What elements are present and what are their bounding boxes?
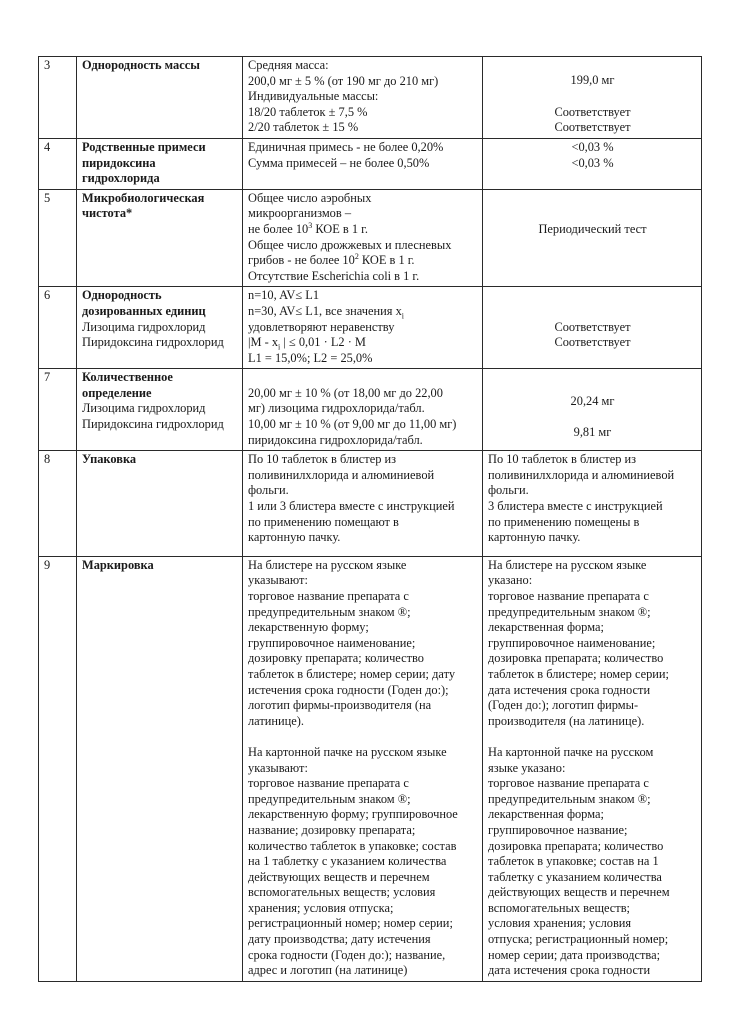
requirement-cell (243, 556, 483, 981)
requirement-line: Средняя масса: (248, 58, 329, 72)
result-line: дозировка препарата; количество (488, 838, 664, 853)
result-line: 3 блистера вместе с инструкцией (488, 499, 663, 514)
requirement-line: картонную пачку. (248, 530, 341, 545)
result-line: действующих веществ и перечнем (488, 885, 670, 900)
result-cell (483, 287, 702, 369)
result-line: Соответствует (554, 335, 631, 350)
requirement-line: указывают: (248, 573, 308, 588)
table-row (39, 369, 702, 451)
requirement-line: таблеток в блистере; номер серии; дату (248, 666, 456, 681)
requirement-line: торговое название препарата с (248, 776, 409, 791)
requirement-cell (243, 369, 483, 451)
parameter-name: пиридоксина (82, 155, 156, 170)
result-line: дозировка препарата; количество (488, 651, 664, 666)
requirement-line: Общее число дрожжевых и плесневых (248, 237, 452, 252)
result-line: Соответствует (554, 104, 631, 119)
requirement-line: на 1 таблетку с указанием количества (248, 854, 447, 869)
requirement-line: название; дозировку препарата; (248, 822, 416, 837)
parameter-cell (77, 189, 243, 287)
result-line: предупредительным знаком ®; (488, 604, 651, 619)
requirement-line: адрес и логотип (на латинице) (248, 963, 408, 978)
requirement-line: логотип фирмы-производителя (на (248, 698, 432, 713)
result-line: <0,03 % (571, 139, 614, 154)
parameter-name: Количественное (82, 370, 173, 385)
result-line: Соответствует (554, 120, 631, 135)
requirement-line: 10,00 мг ± 10 % (от 9,00 мг до 11,00 мг) (248, 417, 457, 432)
result-line: таблеток в упаковке; состав на 1 (488, 854, 659, 869)
result-line: группировочное название; (488, 822, 628, 837)
result-line: картонную пачку. (488, 530, 581, 545)
result-line: торговое название препарата с (488, 589, 649, 603)
requirement-line: 20,00 мг ± 10 % (от 18,00 мг до 22,00 (248, 385, 443, 400)
parameter-name: Однородность массы (82, 58, 200, 72)
parameter-name: дозированных единиц (82, 303, 206, 318)
requirement-line: истечения срока годности (Годен до:); (248, 682, 449, 697)
result-line: отпуска; регистрационный номер; (488, 932, 669, 947)
requirement-cell (243, 451, 483, 557)
parameter-subname: Пиридоксина гидрохлорид (82, 335, 224, 350)
result-line: таблетку с указанием количества (488, 869, 662, 884)
result-line: лекарственная форма; (488, 807, 604, 822)
requirement-line: На блистере на русском языке (248, 557, 407, 572)
requirement-line: Отсутствие Escherichia coli в 1 г. (248, 268, 420, 283)
row-number: 7 (39, 369, 77, 451)
requirement-line: 1 или 3 блистера вместе с инструкцией (248, 499, 455, 514)
result-line: дата истечения срока годности (488, 682, 651, 697)
result-line: дата истечения срока годности (488, 963, 651, 978)
parameter-cell (77, 451, 243, 557)
parameter-name: гидрохлорида (82, 171, 160, 186)
requirement-line: лекарственную форму; (248, 620, 369, 635)
requirement-line: По 10 таблеток в блистер из (248, 452, 397, 467)
requirement-line: Сумма примесей – не более 0,50% (248, 155, 430, 170)
requirement-line: дозировку препарата; количество (248, 651, 424, 666)
result-line: группировочное наименование; (488, 635, 656, 650)
result-line: языке указано: (488, 760, 566, 775)
requirement-line: Единичная примесь - не более 0,20% (248, 139, 444, 154)
result-line: таблеток в блистере; номер серии; (488, 666, 669, 681)
parameter-cell (77, 57, 243, 139)
requirement-line: дату производства; дату истечения (248, 932, 431, 947)
result-line: На картонной пачке на русском (488, 744, 654, 759)
parameter-cell (77, 556, 243, 981)
requirement-cell (243, 287, 483, 369)
requirement-line: срока годности (Годен до:); название, (248, 947, 446, 962)
requirement-line: 18/20 таблеток ± 7,5 % (248, 104, 368, 119)
result-line: условия хранения; условия (488, 916, 632, 931)
table-row (39, 57, 702, 139)
parameter-name: Однородность (82, 288, 162, 303)
parameter-name: Микробиологическая (82, 190, 205, 205)
requirement-line: микроорганизмов – (248, 206, 352, 221)
requirement-line: регистрационный номер; номер серии; (248, 916, 453, 931)
table-row (39, 556, 702, 981)
result-line: Периодический тест (538, 221, 647, 236)
result-line: 9,81 мг (573, 425, 612, 440)
result-line: торговое название препарата с (488, 776, 649, 791)
requirement-line: На картонной пачке на русском языке (248, 744, 447, 759)
result-cell (483, 451, 702, 557)
parameter-name: определение (82, 385, 152, 400)
requirement-line: пиридоксина гидрохлорида/табл. (248, 432, 423, 447)
result-cell (483, 57, 702, 139)
requirement-line: Общее число аэробных (248, 190, 372, 205)
requirement-line: n=10, AV≤ L1 (248, 288, 320, 303)
requirement-line: предупредительным знаком ®; (248, 604, 411, 619)
result-line: вспомогательных веществ; (488, 900, 630, 915)
result-line: номер серии; дата производства; (488, 947, 661, 962)
row-number: 3 (39, 57, 77, 139)
row-number: 6 (39, 287, 77, 369)
result-cell (483, 556, 702, 981)
parameter-name: чистота* (82, 206, 133, 221)
result-line: по применению помещены в (488, 514, 640, 529)
parameter-cell (77, 287, 243, 369)
requirement-line: указывают: (248, 760, 308, 775)
parameter-name: Упаковка (82, 452, 137, 467)
requirement-line: действующих веществ и перечнем (248, 869, 430, 884)
result-line: Соответствует (554, 319, 631, 334)
requirement-cell (243, 57, 483, 139)
result-cell (483, 189, 702, 287)
table-row (39, 287, 702, 369)
result-line: указано: (488, 573, 533, 588)
requirement-line: по применению помещают в (248, 514, 399, 529)
result-line: По 10 таблеток в блистер из (488, 452, 637, 467)
result-line: лекарственная форма; (488, 620, 604, 635)
parameter-subname: Лизоцима гидрохлорид (82, 319, 206, 334)
result-cell (483, 369, 702, 451)
requirement-line: группировочное наименование; (248, 635, 416, 650)
requirement-line: грибов - не более $10^2$ КОЕ в 1 г. (248, 252, 415, 268)
requirement-line: поливинилхлорида и алюминиевой (248, 467, 435, 482)
requirement-line: фольги. (248, 483, 289, 498)
specification-table (38, 56, 702, 982)
parameter-subname: Пиридоксина гидрохлорид (82, 417, 224, 432)
requirement-line: вспомогательных веществ; условия (248, 885, 436, 900)
row-number: 5 (39, 189, 77, 287)
result-line: 199,0 мг (570, 73, 615, 87)
parameter-name: Маркировка (82, 557, 154, 572)
requirement-line: лекарственную форму; группировочное (248, 807, 458, 822)
table-row (39, 138, 702, 189)
row-number: 8 (39, 451, 77, 557)
requirement-line: хранения; условия отпуска; (248, 900, 394, 915)
requirement-line: не более $10^3$ КОЕ в 1 г. (248, 220, 368, 236)
result-line: (Годен до:); логотип фирмы- (488, 698, 639, 713)
result-line: 20,24 мг (570, 393, 615, 408)
requirement-line: 2/20 таблеток ± 15 % (248, 120, 359, 135)
result-line: На блистере на русском языке (488, 557, 647, 572)
requirement-line: предупредительным знаком ®; (248, 791, 411, 806)
row-number: 9 (39, 556, 77, 981)
result-line: <0,03 % (571, 155, 614, 170)
parameter-name: Родственные примеси (82, 139, 206, 154)
requirement-line: $|M - x_i$ | ≤ 0,01 · L2 · M (248, 335, 366, 352)
row-number: 4 (39, 138, 77, 189)
requirement-cell (243, 138, 483, 189)
requirement-line: латинице). (248, 713, 305, 728)
parameter-cell (77, 369, 243, 451)
parameter-cell (77, 138, 243, 189)
requirement-line: количество таблеток в упаковке; состав (248, 838, 457, 853)
requirement-line: удовлетворяют неравенству (248, 319, 395, 334)
result-line: фольги. (488, 483, 529, 498)
requirement-line: n=30, AV≤ L1, все значения $x_i$ (248, 303, 405, 321)
result-line: поливинилхлорида и алюминиевой (488, 467, 675, 482)
requirement-line: 200,0 мг ± 5 % (от 190 мг до 210 мг) (248, 73, 439, 88)
result-line: производителя (на латинице). (488, 713, 645, 728)
parameter-subname: Лизоцима гидрохлорид (82, 401, 206, 416)
result-line: предупредительным знаком ®; (488, 791, 651, 806)
table-row (39, 189, 702, 287)
table-row (39, 451, 702, 557)
requirement-line: мг) лизоцима гидрохлорида/табл. (248, 401, 425, 416)
result-cell (483, 138, 702, 189)
requirement-line: Индивидуальные массы: (248, 89, 379, 104)
requirement-line: L1 = 15,0%; L2 = 25,0% (248, 350, 373, 365)
requirement-cell (243, 189, 483, 287)
requirement-line: торговое название препарата с (248, 589, 409, 603)
